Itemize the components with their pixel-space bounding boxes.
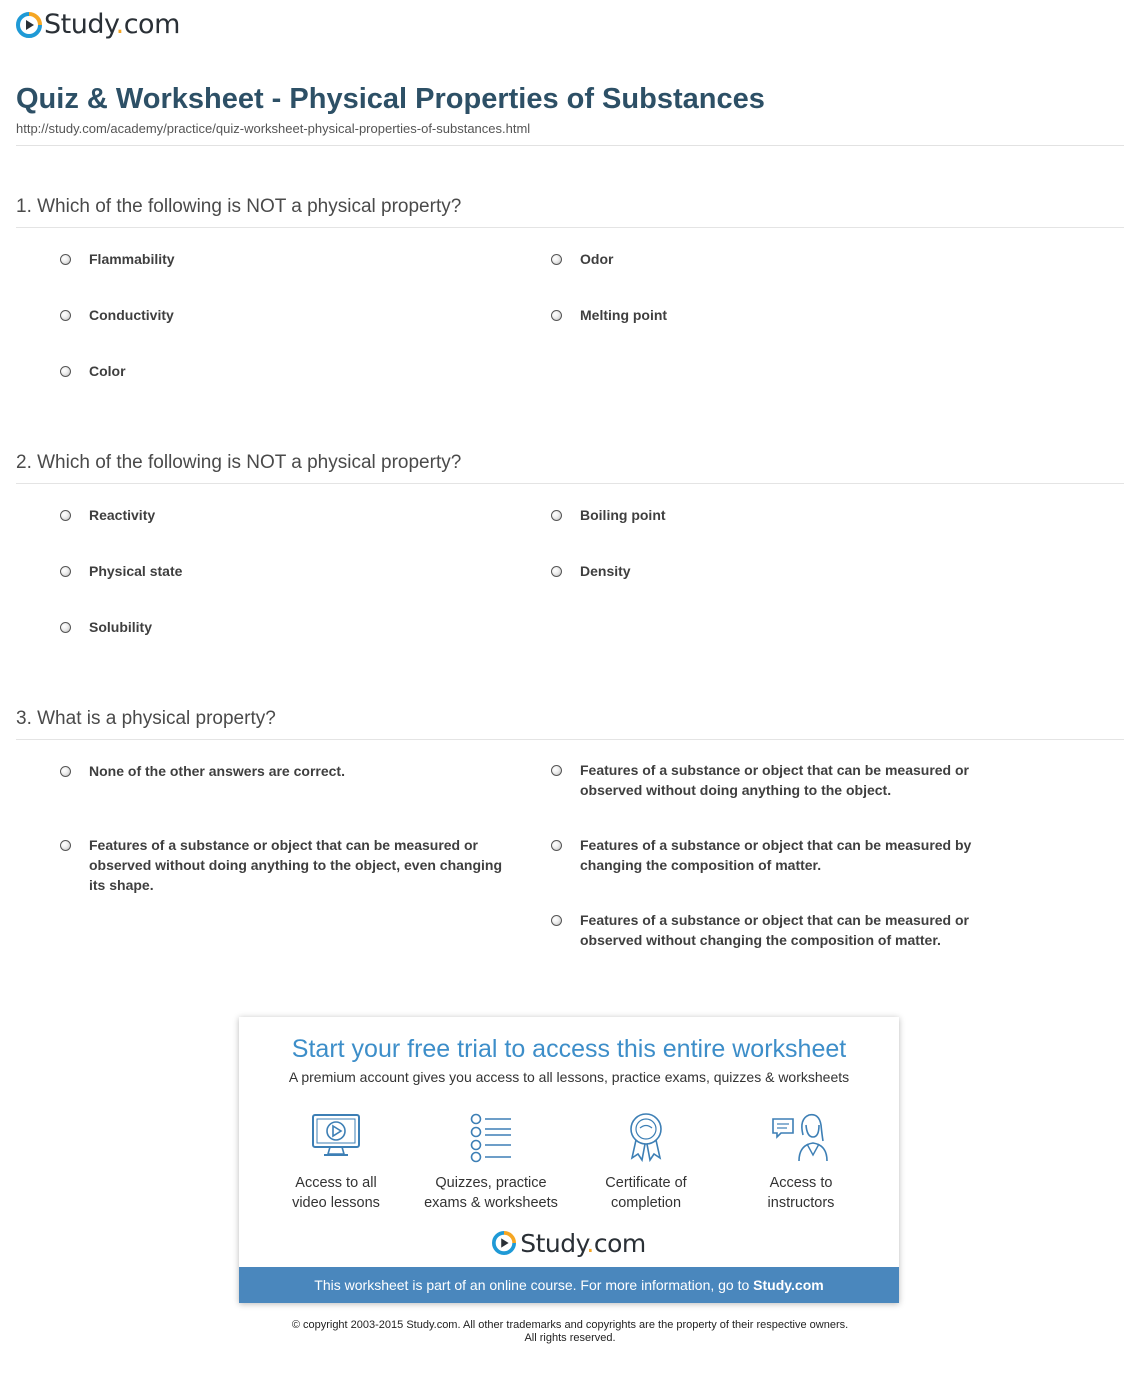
promo-bar-text: This worksheet is part of an online course. For more information, go to	[314, 1277, 754, 1293]
header-logo[interactable]	[16, 10, 180, 40]
promo-title[interactable]: Start your free trial to access this entire worksheet	[291, 1035, 847, 1063]
feature-label: Quizzes, practice exams & worksheets	[424, 1175, 558, 1211]
page-title: Quiz & Worksheet - Physical Properties of Substances	[16, 83, 765, 115]
video-lesson-icon	[310, 1111, 362, 1163]
answer-label: Reactivity	[89, 507, 156, 523]
radio-button[interactable]	[60, 510, 71, 521]
radio-button[interactable]	[60, 566, 71, 577]
answer-label: None of the other answers are correct.	[89, 763, 345, 779]
answer-label: Melting point	[580, 307, 668, 323]
answer-option[interactable]	[60, 249, 175, 269]
feature-quizzes	[411, 1111, 571, 1213]
radio-button[interactable]	[551, 310, 562, 321]
answer-label: Features of a substance or object that can be measured or observed without doing anything to the object.	[580, 762, 969, 798]
radio-button[interactable]	[551, 510, 562, 521]
answer-label: Features of a substance or object that can be measured by changing the composition of matter.	[580, 837, 972, 873]
promo-footer-bar[interactable]	[239, 1267, 899, 1303]
radio-button[interactable]	[60, 254, 71, 265]
feature-label: Access to instructors	[767, 1175, 835, 1211]
copyright: © copyright 2003-2015 Study.com. All other trademarks and copyrights are the property of their respective owners. All rights reserved.	[291, 1319, 849, 1344]
feature-label: Access to all video lessons	[292, 1175, 380, 1211]
page-url[interactable]: http://study.com/academy/practice/quiz-worksheet-physical-properties-of-substances.html	[16, 121, 531, 136]
answer-option[interactable]	[60, 617, 152, 637]
question-title: 1. Which of the following is NOT a physical property?	[16, 196, 1124, 228]
radio-button[interactable]	[551, 840, 562, 851]
answer-label: Features of a substance or object that can be measured or observed without changing the composition of matter.	[580, 912, 969, 948]
feature-video-lessons	[256, 1111, 416, 1213]
promo-logo[interactable]	[239, 1229, 899, 1259]
answer-label: Conductivity	[89, 307, 174, 323]
answer-option[interactable]	[60, 305, 174, 325]
answer-option[interactable]	[551, 305, 667, 325]
radio-button[interactable]	[60, 766, 71, 777]
feature-certificate	[566, 1111, 726, 1213]
answer-option[interactable]	[551, 561, 631, 581]
answer-label: Color	[89, 363, 126, 379]
radio-button[interactable]	[551, 566, 562, 577]
answer-option[interactable]	[551, 249, 613, 269]
question-title: 3. What is a physical property?	[16, 708, 1124, 740]
radio-button[interactable]	[60, 366, 71, 377]
answer-option[interactable]	[60, 561, 182, 581]
answer-option[interactable]	[551, 835, 991, 875]
answer-label: Physical state	[89, 563, 183, 579]
answer-label: Features of a substance or object that can be measured or observed without doing anything to the object, even changing its shape.	[89, 837, 503, 893]
question-title: 2. Which of the following is NOT a physical property?	[16, 452, 1124, 484]
answer-label: Boiling point	[580, 507, 666, 523]
answer-option[interactable]	[551, 760, 991, 800]
answer-label: Density	[580, 563, 631, 579]
answer-option[interactable]	[60, 361, 126, 381]
question-1	[16, 196, 1124, 379]
header-divider	[16, 145, 1124, 146]
radio-button[interactable]	[551, 765, 562, 776]
logo-wordmark: Study.com	[520, 1229, 646, 1258]
answer-option[interactable]	[551, 505, 666, 525]
question-3	[16, 708, 1124, 948]
answer-option[interactable]	[60, 505, 155, 525]
radio-button[interactable]	[60, 310, 71, 321]
instructor-icon	[771, 1111, 831, 1163]
radio-button[interactable]	[60, 622, 71, 633]
radio-button[interactable]	[551, 915, 562, 926]
free-trial-promo[interactable]	[239, 1017, 899, 1303]
radio-button[interactable]	[60, 840, 71, 851]
studycom-play-icon	[492, 1231, 518, 1257]
logo-wordmark: Study.com	[44, 9, 180, 40]
question-2	[16, 452, 1124, 635]
feature-label: Certificate of completion	[605, 1175, 687, 1211]
promo-subtitle: A premium account gives you access to all lessons, practice exams, quizzes & worksheets	[288, 1069, 850, 1085]
answer-label: Odor	[580, 251, 614, 267]
studycom-play-icon	[16, 12, 42, 38]
answer-option[interactable]	[551, 910, 991, 950]
study-link[interactable]: Study.com	[753, 1277, 824, 1293]
feature-instructors	[721, 1111, 881, 1213]
answer-label: Flammability	[89, 251, 175, 267]
certificate-icon	[620, 1111, 672, 1163]
answer-option[interactable]	[60, 835, 520, 895]
checklist-icon	[465, 1111, 517, 1163]
answer-option[interactable]	[60, 761, 500, 781]
answer-label: Solubility	[89, 619, 152, 635]
radio-button[interactable]	[551, 254, 562, 265]
